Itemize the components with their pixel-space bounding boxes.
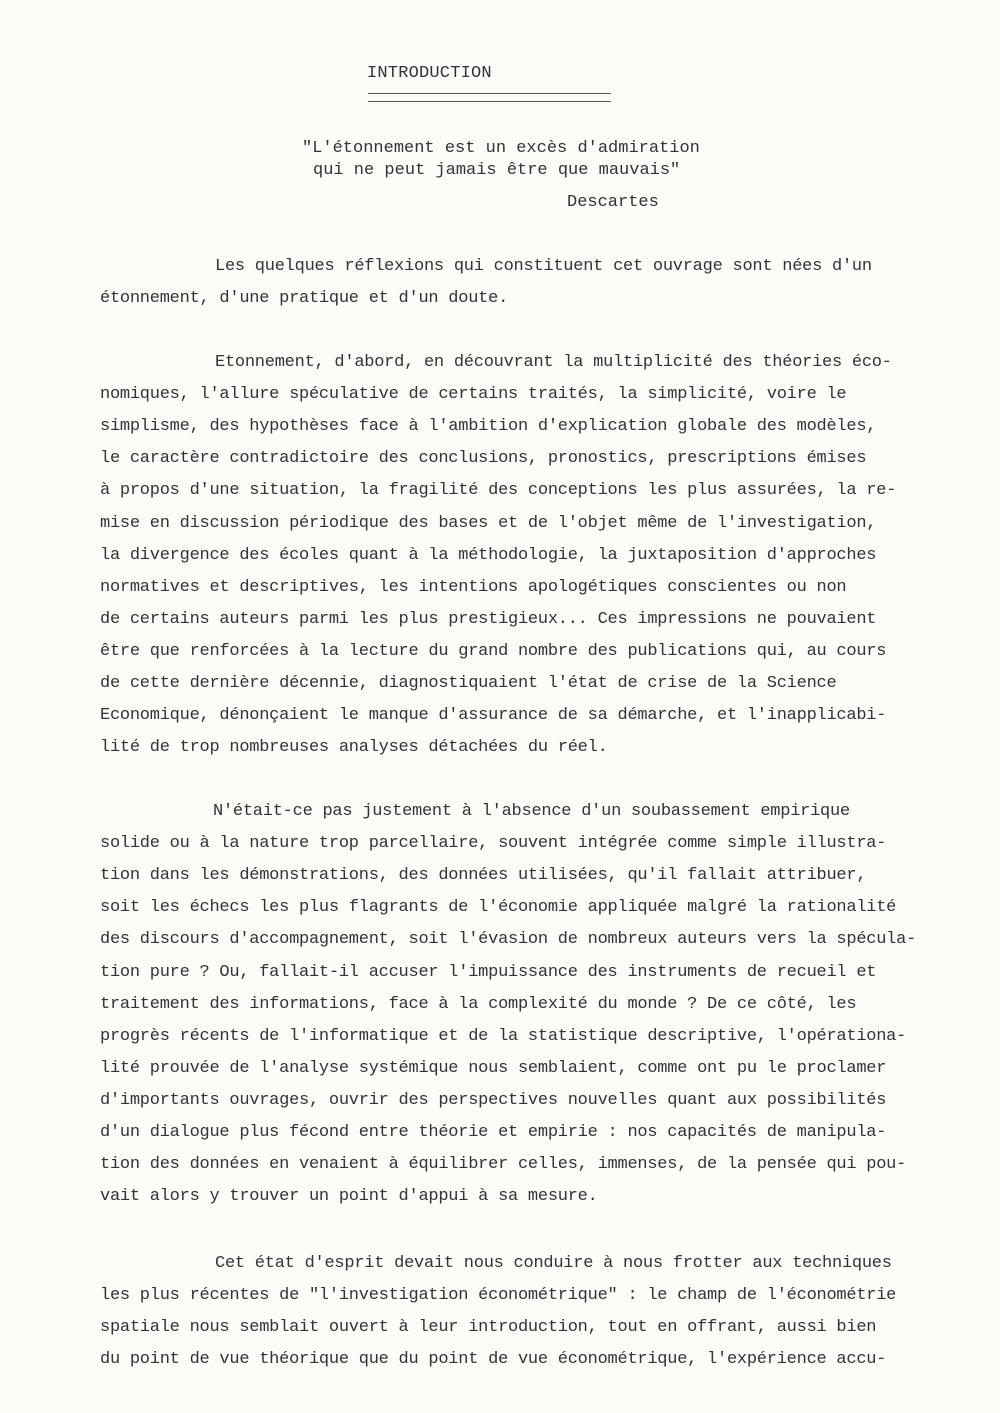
text-line: du point de vue théorique que du point de vue économétrique, l'expérience accu-: [100, 1350, 887, 1370]
text-line: à propos d'une situation, la fragilité des conceptions les plus assurées, la re-: [100, 481, 897, 501]
text-line: Etonnement, d'abord, en découvrant la multiplicité des théories éco-: [215, 353, 892, 372]
text-line: la divergence des écoles quant à la méthodologie, la juxtaposition d'approches: [100, 545, 877, 565]
title-double-underline: [368, 93, 611, 102]
text-line: tion des données en venaient à équilibrer celles, immenses, de la pensée qui pou-: [100, 1155, 907, 1175]
text-line: étonnement, d'une pratique et d'un doute.: [100, 289, 509, 309]
text-line: N'était-ce pas justement à l'absence d'un soubassement empirique: [213, 802, 850, 821]
text-line: tion pure ? Ou, fallait-il accuser l'impuissance des instruments de recueil et: [100, 962, 877, 982]
text-line: de certains auteurs parmi les plus prestigieux... Ces impressions ne pouvaient: [100, 609, 877, 629]
text-line: tion dans les démonstrations, des données utilisées, qu'il fallait attribuer,: [100, 866, 867, 886]
text-line: Les quelques réflexions qui constituent cet ouvrage sont nées d'un: [215, 257, 872, 276]
document-title: INTRODUCTION: [367, 64, 492, 83]
text-line: simplisme, des hypothèses face à l'ambition d'explication globale des modèles,: [100, 417, 877, 437]
text-line: progrès récents de l'informatique et de la statistique descriptive, l'opérationa-: [100, 1026, 907, 1046]
text-line: le caractère contradictoire des conclusions, pronostics, prescriptions émises: [100, 449, 867, 469]
text-line: des discours d'accompagnement, soit l'évasion de nombreux auteurs vers la spécula-: [100, 930, 917, 950]
epigraph-line-2: qui ne peut jamais être que mauvais": [313, 161, 681, 180]
text-line: traitement des informations, face à la complexité du monde ? De ce côté, les: [100, 994, 857, 1014]
text-line: nomiques, l'allure spéculative de certains traités, la simplicité, voire le: [100, 385, 847, 405]
text-line: mise en discussion périodique des bases et de l'objet même de l'investigation,: [100, 513, 877, 533]
text-line: soit les échecs les plus flagrants de l'économie appliquée malgré la rationalité: [100, 898, 897, 918]
text-line: normatives et descriptives, les intentions apologétiques conscientes ou non: [100, 577, 847, 597]
text-line: vait alors y trouver un point d'appui à sa mesure.: [100, 1187, 598, 1207]
text-line: Cet état d'esprit devait nous conduire à nous frotter aux techniques: [215, 1254, 892, 1273]
text-line: de cette dernière décennie, diagnostiquaient l'état de crise de la Science: [100, 674, 837, 693]
text-line: lité de trop nombreuses analyses détachées du réel.: [100, 738, 608, 758]
text-line: solide ou à la nature trop parcellaire, souvent intégrée comme simple illustra-: [100, 834, 887, 854]
text-line: Economique, dénonçaient le manque d'assurance de sa démarche, et l'inapplicabi-: [100, 706, 887, 726]
text-line: d'importants ouvrages, ouvrir des perspectives nouvelles quant aux possibilités: [100, 1090, 887, 1110]
epigraph-author: Descartes: [567, 193, 659, 212]
epigraph-line-1: "L'étonnement est un excès d'admiration: [302, 139, 700, 158]
text-line: lité prouvée de l'analyse systémique nous semblaient, comme ont pu le proclamer: [100, 1058, 887, 1078]
text-line: les plus récentes de "l'investigation économétrique" : le champ de l'économétrie: [100, 1286, 897, 1306]
text-line: d'un dialogue plus fécond entre théorie et empirie : nos capacités de manipula-: [100, 1123, 887, 1142]
text-line: spatiale nous semblait ouvert à leur introduction, tout en offrant, aussi bien: [100, 1318, 877, 1338]
text-line: être que renforcées à la lecture du grand nombre des publications qui, au cours: [100, 641, 887, 661]
